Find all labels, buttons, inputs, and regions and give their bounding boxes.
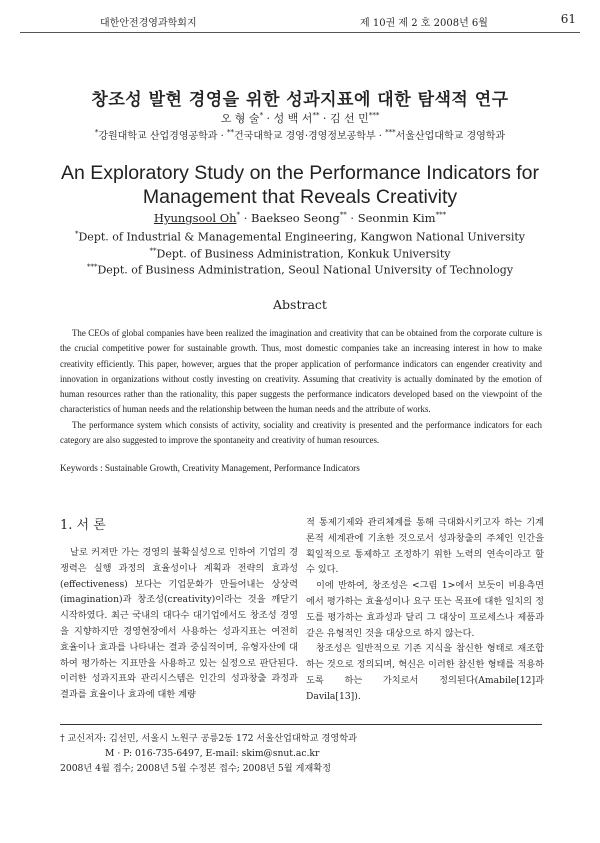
page-number: 61 <box>560 12 576 26</box>
author-mark: ** <box>339 211 347 220</box>
english-authors <box>0 211 600 225</box>
journal-name: 대한안전경영과학회지 <box>100 18 197 29</box>
author-name: Hyungsool Oh <box>153 211 237 225</box>
affiliation-mark: * <box>94 128 99 137</box>
affiliation-mark: ** <box>227 128 235 137</box>
author-name: 오 형 술 <box>220 112 260 125</box>
body-paragraph: 이에 반하여, 창조성은 <그림 1>에서 보듯이 비용측면에서 평가하는 효율성이나 요구 또는 목표에 대한 일치의 정도를 평가하는 효과성과 달리 그 대상이 프로세스나 제품과 같은 유형적인 것을 대상으로 하지 않는다. <box>306 580 544 639</box>
author-name: 김 선 민 <box>329 112 369 125</box>
korean-title: 창조성 발현 경영을 위한 성과지표에 대한 탐색적 연구 <box>91 90 509 110</box>
affiliation: 강원대학교 산업경영공학과 <box>98 131 218 142</box>
right-column <box>306 515 544 705</box>
abstract-paragraph: The CEOs of global companies have been realized the imagination and creativity that can be obtained from the corporate culture is the crucial competitive power for sustainable growth. Thus, most domestic companies take an increasing interest in how to make creativity efficiently. This paper, however, argues that the proper application of performance indicators can engender creativity and innovation in organizations without costly investing on creativity. Assuming that creativity is actually dominated by the emotion of human resources rather than the rationality, this paper suggests the performance indicators developed based on the viewpoint of the characteristics of human needs and the relationship between the human needs and the attribute of works. <box>60 328 542 415</box>
author-name: 성 백 서 <box>273 112 313 125</box>
abstract-body <box>60 326 542 448</box>
separator: · <box>263 112 274 125</box>
volume-info: 제 10권 제 2 호 2008년 6월 <box>360 18 488 29</box>
author-mark: * <box>259 111 264 120</box>
separator: · <box>375 131 386 142</box>
korean-authors <box>0 110 600 126</box>
body-paragraph: 창조성은 일반적으로 기존 지식을 참신한 형태로 재조합하는 것으로 정의되며, 혁신은 이러한 참신한 형태를 적용하도록 하는 가치로서 정의된다(Amabile[12]과 Davila[13]). <box>306 643 544 702</box>
affiliation: Dept. of Business Administration, Konkuk University <box>156 247 451 261</box>
english-affiliation-3 <box>0 263 600 277</box>
section-heading: 1. 서 론 <box>60 518 106 533</box>
left-column <box>60 545 298 703</box>
footnote <box>60 724 542 776</box>
author-mark: * <box>236 211 241 220</box>
korean-affiliations <box>0 127 600 142</box>
separator: · <box>217 131 228 142</box>
affiliation-mark: *** <box>86 263 98 271</box>
footnote-dates: 2008년 4월 접수; 2008년 5월 수정본 접수; 2008년 5월 게재확정 <box>60 763 332 774</box>
affiliation: Dept. of Business Administration, Seoul National University of Technology <box>97 263 514 277</box>
english-title-line2: Management that Reveals Creativity <box>142 186 458 208</box>
affiliation: Dept. of Industrial & Managemental Engineering, Kangwon National University <box>78 230 525 244</box>
separator: · <box>240 211 252 225</box>
english-affiliation-2 <box>0 247 600 261</box>
separator: · <box>319 112 330 125</box>
keywords-label: Keywords <box>60 463 98 473</box>
author-name: Seonmin Kim <box>357 211 436 225</box>
separator: · <box>346 211 358 225</box>
author-mark: *** <box>368 111 380 120</box>
author-name: Baekseo Seong <box>251 211 340 225</box>
affiliation-mark: ** <box>149 247 157 255</box>
abstract-paragraph: The performance system which consists of activity, sociality and creativity is presented and the performance indicators for each category are also suggested to improve the spontaneity and creativity of human resources. <box>60 419 542 446</box>
footnote-corresponding-author: † 교신저자: 김선민, 서울시 노원구 공릉2동 172 서울산업대학교 경영학과 <box>60 733 357 744</box>
body-paragraph: 날로 커져만 가는 경영의 불확실성으로 인하여 기업의 경쟁력은 실행 과정의 효율성이나 계획과 전략의 효과성(effectiveness) 보다는 기업문화가 만들어내는 상상력(imagination)과 창조성(creativity)이라는 것을 깨닫기 시작하였다. 최근 국내의 대다수 대기업에서도 창조성 경영을 지향하지만 경영현장에서 사용하는 성과지표는 여전히 효율이나 효과를 나타내는 결과 중심적이며, 유형자산에 대하여 평가하는 지표만을 사용하고 있는 실정으로 판단된다. 이러한 성과지표와 관리시스템은 인간의 성과창출 과정과 결과를 효율이나 효과에 대한 계량 <box>60 547 298 701</box>
affiliation-mark: *** <box>385 128 396 137</box>
affiliation: 건국대학교 경영·경영정보공학부 <box>234 131 376 142</box>
english-affiliation-1 <box>0 230 600 244</box>
author-mark: *** <box>435 211 447 220</box>
running-header <box>20 12 580 33</box>
author-mark: ** <box>312 111 320 120</box>
body-paragraph: 적 통제기제와 관리체계를 통해 극대화시키고자 하는 기계론적 세계관에 기초한 것으로서 성과창출의 주체인 인간을 획일적으로 통제하고 조정하기 위한 노력의 연속이라고 할 수 있다. <box>306 517 544 576</box>
affiliation: 서울산업대학교 경영학과 <box>395 131 506 142</box>
abstract-heading: Abstract <box>273 297 327 312</box>
keywords: Keywords : Sustainable Growth, Creativity Management, Performance Indicators <box>60 463 360 473</box>
footnote-contact: M · P: 016-735-6497, E-mail: skim@snut.ac.kr <box>105 748 320 759</box>
english-title-line1: An Exploratory Study on the Performance Indicators for <box>61 162 539 184</box>
affiliation-mark: * <box>74 230 79 238</box>
keywords-list: Sustainable Growth, Creativity Management, Performance Indicators <box>104 463 360 473</box>
